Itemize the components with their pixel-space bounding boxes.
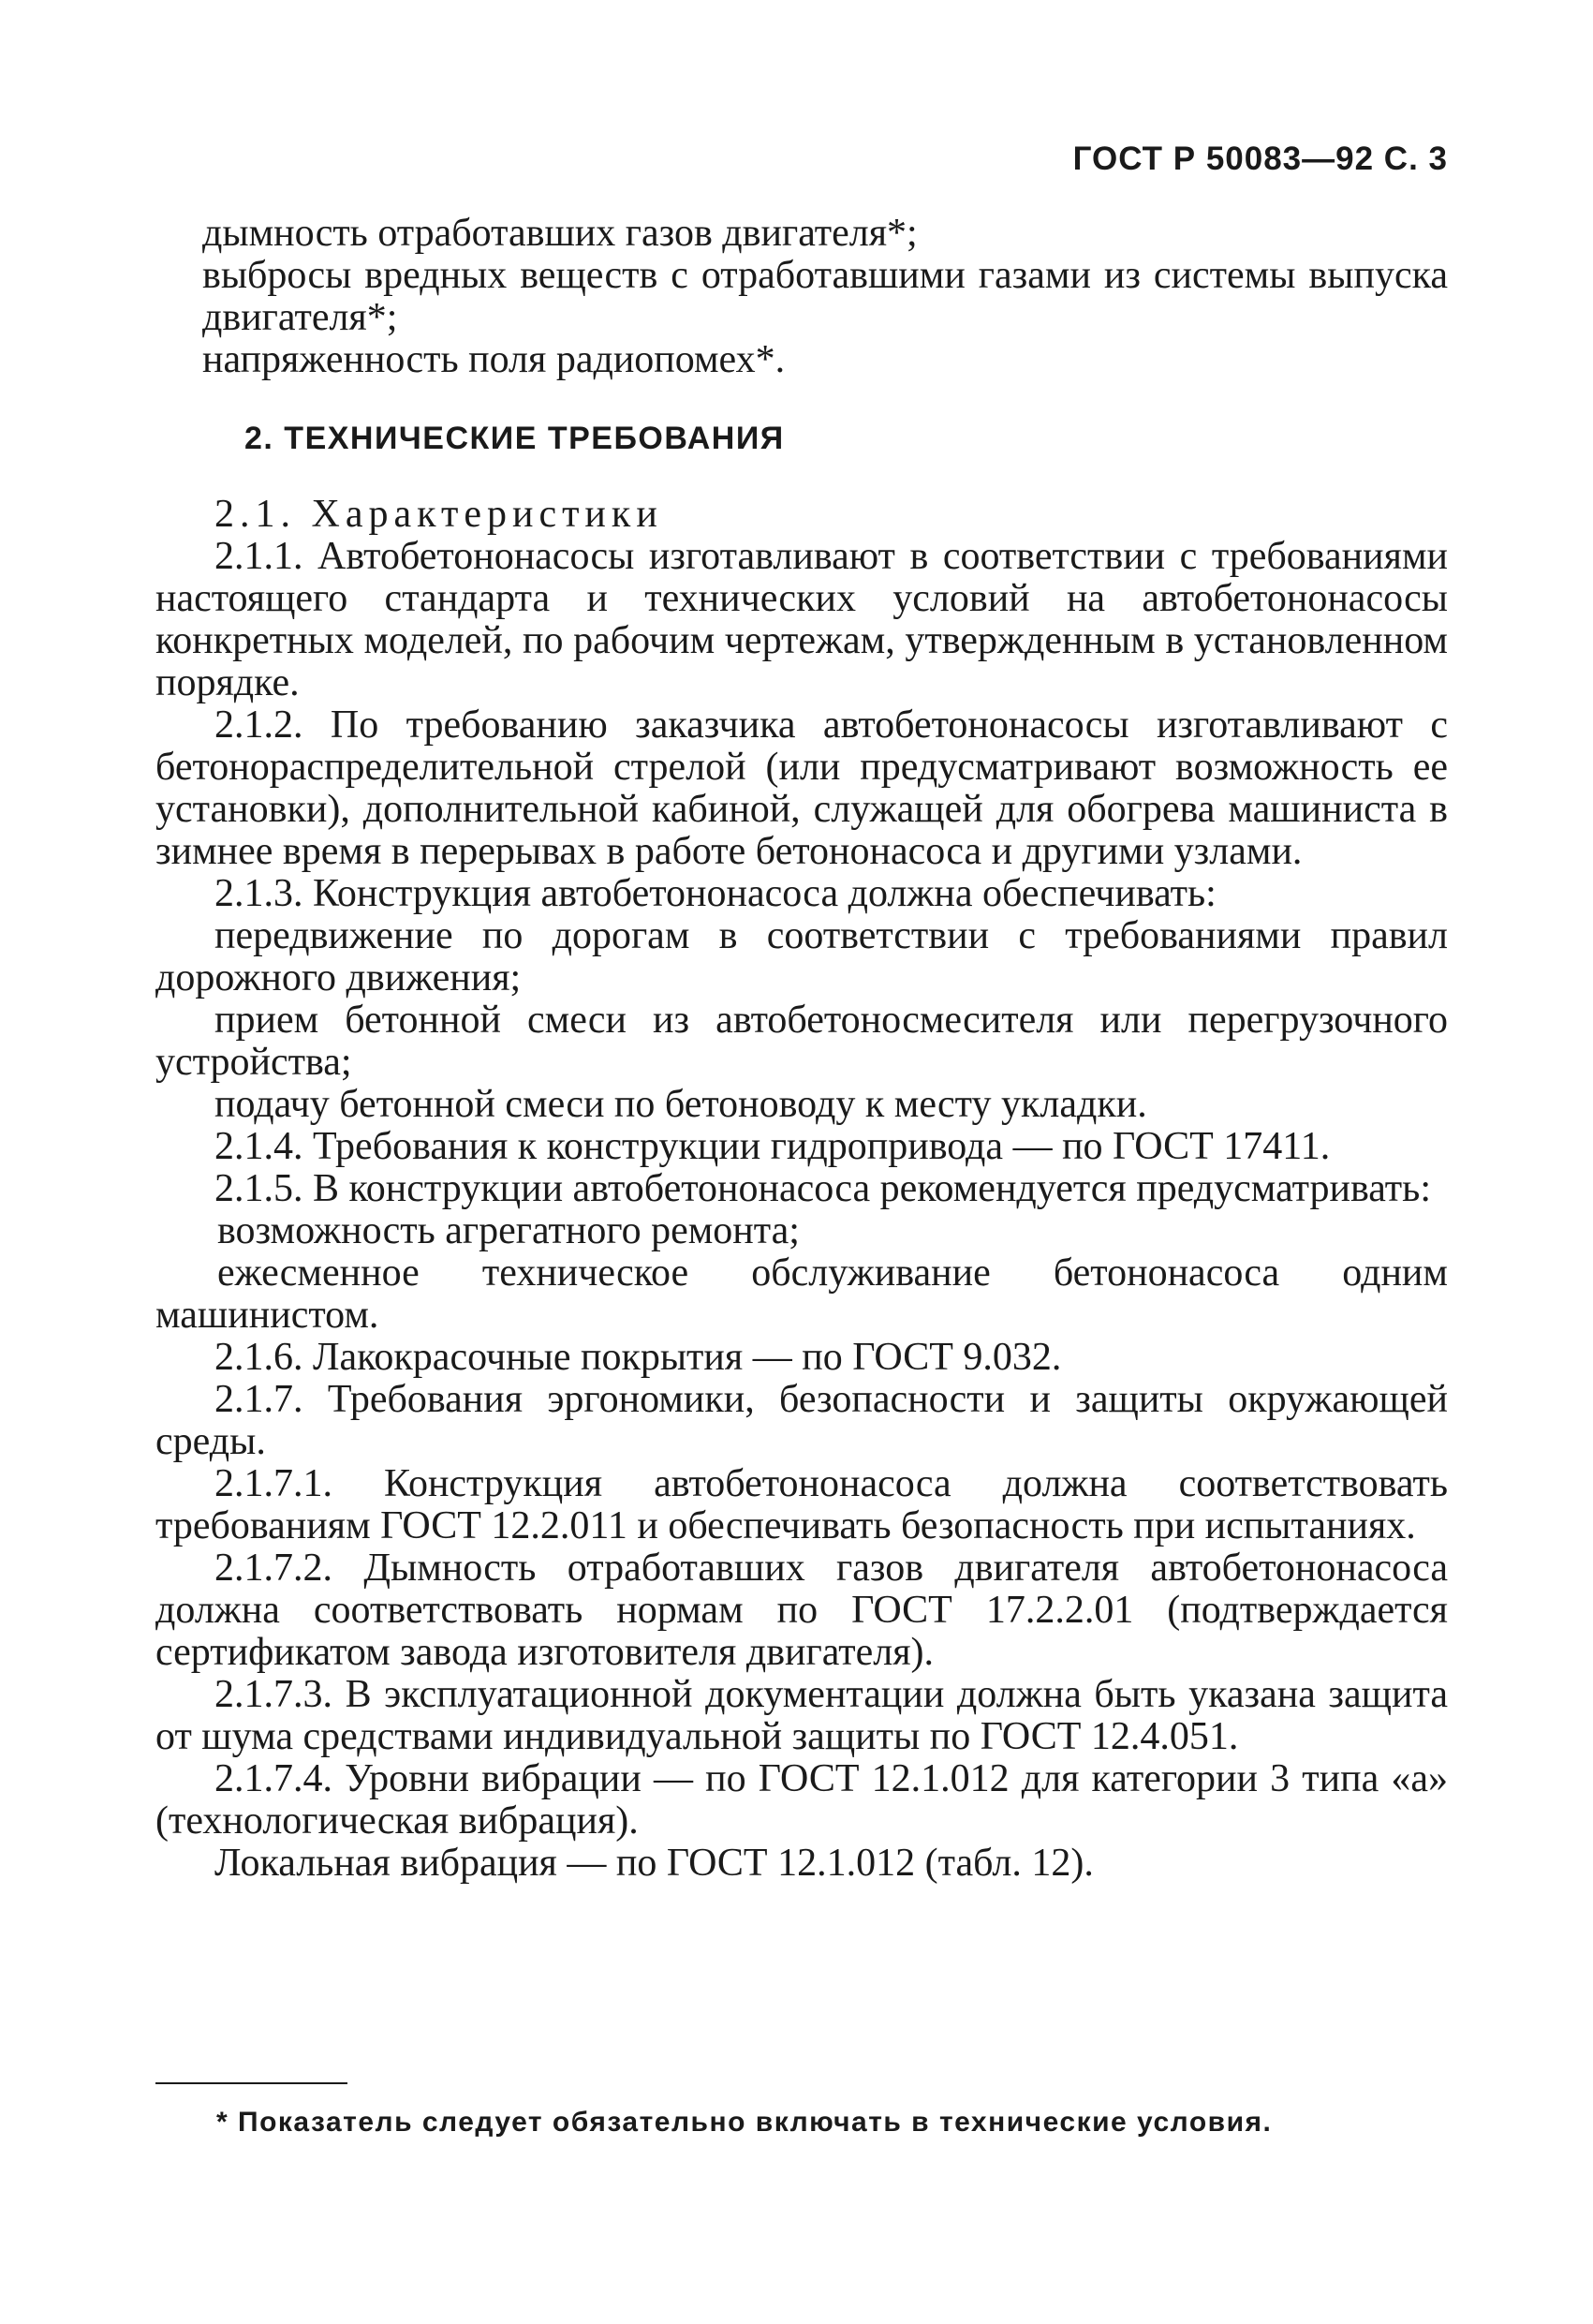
footnote-divider xyxy=(155,2082,347,2084)
paragraph-2-1-7: 2.1.7. Требования эргономики, безопасности и защиты окружающей среды. xyxy=(155,1378,1448,1463)
paragraph-2-1-5-a: возможность агрегатного ремонта; xyxy=(217,1209,800,1252)
paragraph-2-1-6: 2.1.6. Лакокрасочные покрытия — по ГОСТ 9.032. xyxy=(214,1336,1062,1379)
paragraph-2-1-1: 2.1.1. Автобетононасосы изготавливают в соответствии с требованиями настоящего стандарта и технических условий на автобетононасосы конкретных моделей, по рабочим чертежам, утвержденным в установленном порядке. xyxy=(155,535,1448,704)
paragraph-2-1-7-4: 2.1.7.4. Уровни вибрации — по ГОСТ 12.1.012 для категории 3 типа «а» (технологическая вибрация). xyxy=(155,1757,1448,1843)
paragraph-2-1-4: 2.1.4. Требования к конструкции гидропривода — по ГОСТ 17411. xyxy=(214,1125,1331,1168)
page-header: ГОСТ Р 50083—92 С. 3 xyxy=(1072,141,1448,177)
paragraph-2-1: 2.1. Характеристики xyxy=(214,493,663,536)
paragraph-2-1-7-3: 2.1.7.3. В эксплуатационной документации должна быть указана защита от шума средствами индивидуальной защиты по ГОСТ 12.4.051. xyxy=(155,1673,1448,1758)
paragraph-2-1-5: 2.1.5. В конструкции автобетононасоса рекомендуется предусматривать: xyxy=(214,1167,1431,1210)
paragraph-2-1-5-b: ежесменное техническое обслуживание бетононасоса одним машинистом. xyxy=(155,1251,1448,1337)
intro-line-2: выбросы вредных веществ с отработавшими газами из системы выпуска двигателя*; xyxy=(202,254,1448,339)
footnote: * Показатель следует обязательно включать в технические условия. xyxy=(216,2107,1273,2138)
document-body xyxy=(155,213,1448,1885)
paragraph-local-vibration: Локальная вибрация — по ГОСТ 12.1.012 (табл. 12). xyxy=(214,1842,1094,1885)
intro-line-1: дымность отработавших газов двигателя*; xyxy=(202,212,918,255)
paragraph-2-1-2: 2.1.2. По требованию заказчика автобетононасосы изготавливают с бетонораспределительной стрелой (или предусматривают возможность ее установки), дополнительной кабиной, служащей для обогрева машиниста в зимнее время в перерывах в работе бетононасоса и другими узлами. xyxy=(155,703,1448,873)
section-heading: 2. ТЕХНИЧЕСКИЕ ТРЕБОВАНИЯ xyxy=(244,421,785,456)
paragraph-2-1-7-1: 2.1.7.1. Конструкция автобетононасоса должна соответствовать требованиям ГОСТ 12.2.011 и обеспечивать безопасность при испытаниях. xyxy=(155,1462,1448,1547)
paragraph-2-1-3-b: прием бетонной смеси из автобетоносмесителя или перегрузочного устройства; xyxy=(155,999,1448,1084)
paragraph-2-1-3: 2.1.3. Конструкция автобетононасоса должна обеспечивать: xyxy=(214,872,1217,915)
paragraph-2-1-3-a: передвижение по дорогам в соответствии с требованиями правил дорожного движения; xyxy=(155,914,1448,999)
paragraph-2-1-7-2: 2.1.7.2. Дымность отработавших газов двигателя автобетононасоса должна соответствовать нормам по ГОСТ 17.2.2.01 (подтверждается сертификатом завода изготовителя двигателя). xyxy=(155,1547,1448,1674)
intro-line-3: напряженность поля радиопомех*. xyxy=(202,338,786,381)
paragraph-2-1-3-c: подачу бетонной смеси по бетоноводу к месту укладки. xyxy=(214,1083,1147,1126)
